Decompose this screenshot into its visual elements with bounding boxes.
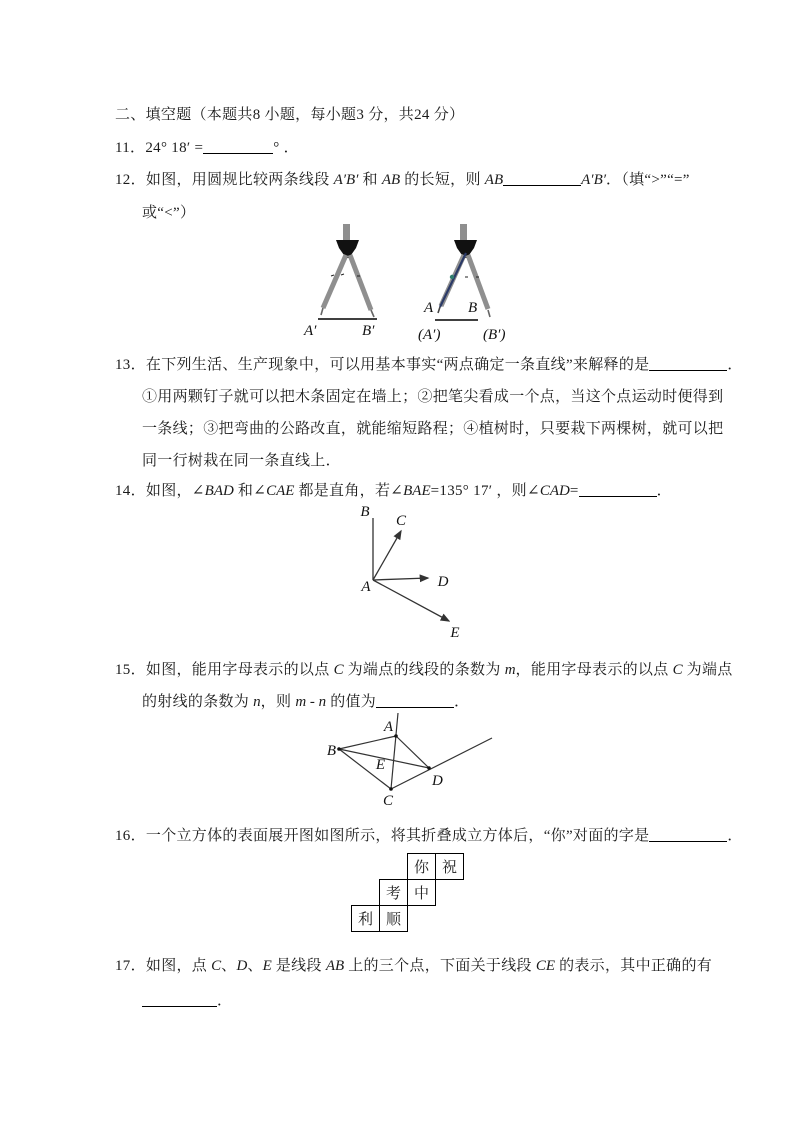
compass-right-tip [488, 310, 490, 317]
q15-var-m: m [504, 662, 516, 678]
compass-handle [460, 224, 467, 241]
q15-text: 15．如图，能用字母表示的以点 [115, 662, 334, 678]
ray-ac [373, 531, 401, 580]
net-char: 祝 [441, 860, 457, 876]
label-c: C [395, 513, 407, 529]
question-12-line2 [142, 201, 195, 222]
q14-period: ． [656, 483, 672, 499]
label-a-prime-paren: (A′) [418, 327, 441, 343]
q13-text: 13．在下列生活、生产现象中，可以用基本事实“两点确定一条直线”来解释的是 [115, 357, 650, 373]
question-14 [115, 479, 672, 500]
q15-expr-mn: m - n [295, 694, 327, 710]
q14-text: 都是直角，若∠ [294, 483, 404, 499]
q15-point-c: C [333, 662, 344, 678]
compass-handle [343, 224, 350, 241]
q14-angle-bad: BAD [204, 483, 234, 499]
fig-q15-segments [318, 700, 513, 812]
label-d: D [437, 574, 449, 590]
compass-left-tip [438, 307, 440, 313]
q15-text: 为端点 [682, 662, 733, 678]
net-char: 考 [385, 886, 401, 902]
question-13-line2 [142, 385, 723, 406]
q16-text: 16．一个立方体的表面展开图如图所示，将其折叠成立方体后，“你”对面的字是 [115, 828, 650, 844]
net-cell-ni [407, 853, 436, 880]
q17-answer-blank [142, 991, 217, 1007]
q15-point-c2: C [672, 662, 683, 678]
section-title-text: 二、填空题（本题共8 小题，每小题3 分，共24 分） [115, 107, 465, 123]
q17-segment-ab: AB [325, 958, 345, 974]
label-b-prime: B′ [362, 323, 375, 339]
q17-point-d: D [236, 958, 248, 974]
question-13-line1 [115, 353, 743, 374]
point-a [394, 734, 398, 738]
q12-text: 的长短，则 [400, 172, 485, 188]
q13-text-line2: ①用两颗钉子就可以把木条固定在墙上；②把笔尖看成一个点，当这个点运动时便得到 [142, 389, 724, 405]
label-a: A [361, 579, 371, 595]
q14-text: 和∠ [233, 483, 267, 499]
q16-text-after: ． [727, 828, 743, 844]
q15-period: ． [454, 694, 470, 710]
ray-ad [373, 578, 428, 580]
compass-left-tip [321, 308, 323, 315]
q13-text-line4: 同一行树栽在同一条直线上． [142, 453, 341, 469]
q15-var-n: n [253, 694, 261, 710]
q11-text: 11．24° 18′ = [115, 140, 204, 156]
compass-left-leg [323, 255, 346, 308]
q17-point-e: E [262, 958, 272, 974]
measure-dash [331, 275, 334, 276]
q14-angle-bae: BAE [403, 483, 431, 499]
q12-seg-ab2: AB [484, 172, 504, 188]
net-char: 中 [413, 886, 429, 902]
q14-text: =135° 17′ ，则∠ [430, 483, 540, 499]
segment-ad [396, 736, 429, 768]
label-e: E [450, 625, 460, 641]
question-17-line1 [115, 954, 712, 975]
q15-text2: 的值为 [326, 694, 377, 710]
section-title [115, 103, 464, 124]
net-cell-zhu [435, 853, 464, 880]
label-d: D [432, 773, 443, 789]
q17-period: ． [217, 993, 233, 1009]
fig-q14-rays [330, 498, 480, 648]
label-e: E [375, 757, 385, 773]
q14-angle-cae: CAE [266, 483, 295, 499]
segment-ba [339, 736, 396, 749]
net-char: 利 [357, 912, 373, 928]
q11-answer-blank [203, 138, 273, 154]
q12-seg-aprime-bprime: A′B′ [333, 172, 359, 188]
q17-text: 上的三个点，下面关于线段 [344, 958, 536, 974]
label-b-prime-paren: (B′) [483, 327, 506, 343]
fig-q12-compasses [290, 222, 520, 347]
fig-q16-cube-net [351, 853, 465, 933]
q12-text: 12．如图，用圆规比较两条线段 [115, 172, 334, 188]
question-11 [115, 136, 299, 157]
q15-text2: ，则 [260, 694, 296, 710]
point-d [427, 766, 431, 770]
question-13-line3 [142, 417, 723, 438]
question-16 [115, 824, 743, 845]
q17-text: 的表示，其中正确的有 [555, 958, 713, 974]
question-13-line4 [142, 449, 341, 470]
question-15-line1 [115, 658, 733, 679]
point-b [337, 747, 341, 751]
measure-dash [341, 274, 344, 275]
point-c [389, 787, 393, 791]
q15-text: ，能用字母表示的以点 [515, 662, 673, 678]
q17-segment-ce: CE [535, 958, 556, 974]
q13-text-after: ． [727, 357, 743, 373]
right-compass [418, 224, 505, 343]
label-b: B [468, 300, 478, 316]
q13-answer-blank [649, 355, 727, 371]
q14-angle-cad: CAD [539, 483, 570, 499]
compass-right-tip [371, 310, 374, 317]
question-12-line1 [115, 168, 690, 189]
left-compass [303, 224, 377, 339]
net-cell-li [351, 905, 380, 932]
q16-answer-blank [649, 826, 727, 842]
q17-text: 是线段 [271, 958, 326, 974]
compass-head [336, 240, 359, 258]
q12-text-line2: 或“<”） [142, 205, 196, 221]
net-cell-kao [379, 879, 408, 906]
q12-seg-aprime-bprime2: A′B′ [581, 172, 607, 188]
label-a: A [424, 300, 434, 316]
compass-right-leg [350, 255, 371, 310]
label-b: B [360, 504, 370, 520]
pivot-dot [450, 275, 454, 279]
q12-text-tail: ．（填“>”“=” [606, 172, 690, 188]
q12-seg-ab: AB [381, 172, 401, 188]
q13-text-line3: 一条线；③把弯曲的公路改直，就能缩短路程；④植树时，只要栽下两棵树，就可以把 [142, 421, 724, 437]
label-a: A [383, 719, 393, 735]
net-cell-shun [379, 905, 408, 932]
q17-text: 17．如图，点 [115, 958, 212, 974]
q15-text2: 的射线的条数为 [142, 694, 254, 710]
q17-text: 、 [247, 958, 263, 974]
net-cell-zhong [407, 879, 436, 906]
compass-navy-edge [440, 253, 466, 307]
q17-text: 、 [221, 958, 237, 974]
net-char: 你 [413, 860, 429, 876]
q14-answer-blank [579, 481, 657, 497]
net-char: 顺 [385, 912, 401, 928]
q12-answer-blank [503, 170, 581, 186]
q14-equals: = [569, 483, 579, 499]
q12-text: 和 [358, 172, 382, 188]
q11-text-after: ° ． [273, 140, 299, 156]
question-17-line2 [142, 989, 232, 1010]
label-c: C [382, 793, 394, 809]
q15-text: 为端点的线段的条数为 [343, 662, 505, 678]
label-a-prime: A′ [304, 323, 317, 339]
q17-point-c: C [211, 958, 222, 974]
q14-text: 14．如图，∠ [115, 483, 205, 499]
label-b: B [326, 743, 336, 759]
